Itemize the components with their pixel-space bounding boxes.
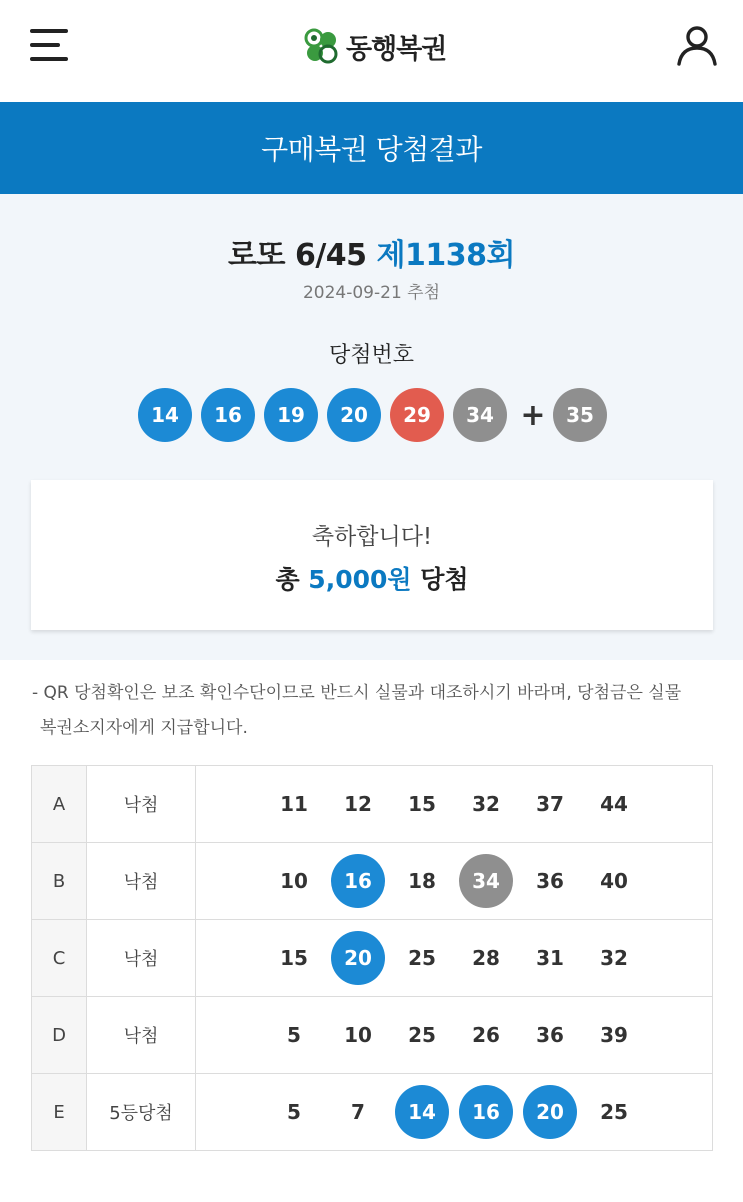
game-id: C — [32, 920, 87, 997]
draw-date: 2024-09-21 추첨 — [302, 283, 441, 303]
menu-line — [30, 57, 68, 61]
ticket-game-row — [32, 843, 713, 920]
game-id: D — [32, 997, 87, 1074]
bonus-number-ball: 35 — [553, 388, 607, 442]
menu-line — [30, 29, 68, 33]
ticket-number: 37 — [536, 792, 564, 816]
ticket-number: 12 — [344, 792, 372, 816]
qr-notice — [32, 676, 722, 746]
ticket-game-row — [32, 997, 713, 1074]
ticket-number: 11 — [280, 792, 308, 816]
ticket-number: 32 — [600, 946, 628, 970]
game-result-status: 낙첨 — [87, 997, 196, 1074]
game-numbers — [196, 1074, 713, 1151]
dhlottery-logo[interactable] — [302, 26, 446, 66]
ticket-number: 5 — [287, 1023, 301, 1047]
matched-number-ball: 14 — [395, 1085, 449, 1139]
ticket-number: 26 — [472, 1023, 500, 1047]
total-prize — [31, 560, 713, 596]
game-numbers — [196, 766, 713, 843]
ticket-number: 32 — [472, 792, 500, 816]
matched-number-ball: 34 — [459, 854, 513, 908]
page-title: 구매복권 당첨결과 — [261, 133, 482, 166]
ticket-number: 36 — [536, 1023, 564, 1047]
ticket-number: 39 — [600, 1023, 628, 1047]
ticket-number: 44 — [600, 792, 628, 816]
logo-text: 동행복권 — [346, 33, 447, 65]
winning-number-ball: 16 — [201, 388, 255, 442]
ticket-number: 25 — [600, 1100, 628, 1124]
game-numbers — [196, 997, 713, 1074]
ticket-number: 15 — [280, 946, 308, 970]
matched-number-ball: 20 — [523, 1085, 577, 1139]
game-id: E — [32, 1074, 87, 1151]
clover-logo-icon — [302, 28, 340, 64]
bonus-plus-sign: + — [520, 397, 546, 433]
draw-result-section — [0, 194, 743, 660]
game-id: A — [32, 766, 87, 843]
game-numbers — [196, 920, 713, 997]
ticket-number: 10 — [280, 869, 308, 893]
game-result-status: 낙첨 — [87, 920, 196, 997]
ticket-number: 18 — [408, 869, 436, 893]
ticket-number: 36 — [536, 869, 564, 893]
game-numbers — [196, 843, 713, 920]
ticket-number: 7 — [351, 1100, 365, 1124]
game-name: 로또 6/45 — [228, 238, 377, 273]
game-result-status: 5등당첨 — [87, 1074, 196, 1151]
game-result-status: 낙첨 — [87, 843, 196, 920]
game-id: B — [32, 843, 87, 920]
ticket-number: 25 — [408, 1023, 436, 1047]
matched-number-ball: 20 — [331, 931, 385, 985]
ticket-number: 40 — [600, 869, 628, 893]
prize-summary-card — [31, 480, 713, 630]
page-title-bar — [0, 102, 743, 194]
ticket-number: 10 — [344, 1023, 372, 1047]
ticket-game-row — [32, 1074, 713, 1151]
notice-line: - QR 당첨확인은 보조 확인수단이므로 반드시 실물과 대조하시기 바라며, 당첨금은 실물 — [32, 683, 682, 703]
congrats-text: 축하합니다! — [311, 524, 433, 550]
winning-number-ball: 29 — [390, 388, 444, 442]
draw-title — [0, 230, 743, 274]
ticket-games-table — [31, 765, 713, 1151]
matched-number-ball: 16 — [331, 854, 385, 908]
ticket-number: 5 — [287, 1100, 301, 1124]
winning-number-ball: 20 — [327, 388, 381, 442]
total-suffix: 당첨 — [411, 565, 469, 594]
ticket-game-row — [32, 766, 713, 843]
ticket-number: 25 — [408, 946, 436, 970]
game-result-status: 낙첨 — [87, 766, 196, 843]
ticket-number: 28 — [472, 946, 500, 970]
matched-number-ball: 16 — [459, 1085, 513, 1139]
user-account-icon[interactable] — [676, 24, 718, 66]
ticket-number: 15 — [408, 792, 436, 816]
hamburger-menu-icon[interactable] — [30, 29, 68, 61]
prize-amount: 5,000원 — [308, 565, 412, 594]
menu-line — [30, 43, 60, 47]
total-prefix: 총 — [275, 565, 309, 594]
winning-number-ball: 14 — [138, 388, 192, 442]
top-app-bar — [0, 0, 743, 102]
ticket-game-row — [32, 920, 713, 997]
draw-round: 제1138회 — [376, 238, 515, 273]
winning-number-ball: 19 — [264, 388, 318, 442]
notice-line: 복권소지자에게 지급합니다. — [40, 718, 248, 738]
winning-number-ball: 34 — [453, 388, 507, 442]
ticket-number: 31 — [536, 946, 564, 970]
winning-numbers-label: 당첨번호 — [328, 343, 414, 368]
